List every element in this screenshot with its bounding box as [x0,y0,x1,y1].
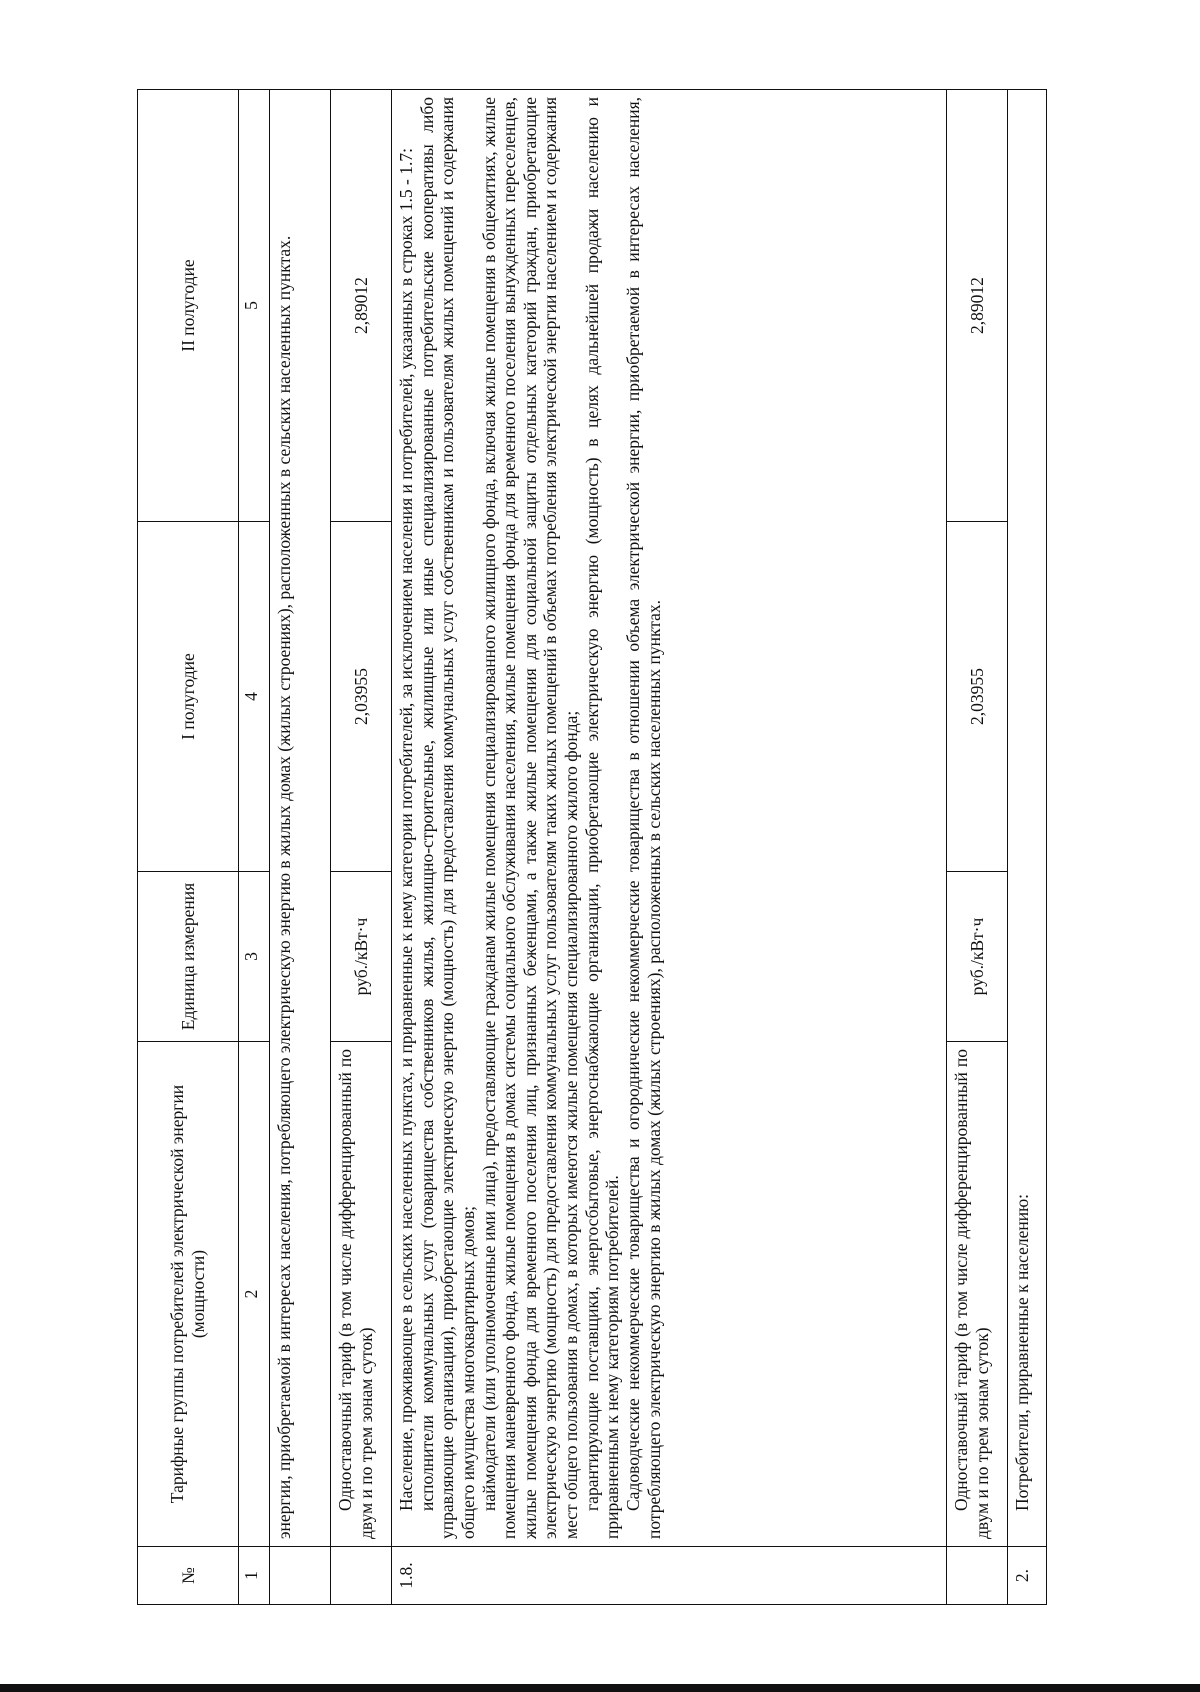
column-index-2: 2 [239,1042,270,1547]
table-row-tariff-b [947,90,1008,1605]
table-row-1-8 [392,90,947,1605]
row-number: 2. [1008,1547,1047,1605]
column-index-3: 3 [239,872,270,1042]
tariff-unit: руб./кВт·ч [331,872,392,1042]
row-description: Потребители, приравненные к населению: [1008,90,1047,1547]
header-number: № [138,1547,239,1605]
description-paragraph: наймодатели (или уполномоченные ими лица), предоставляющие гражданам жилые помещения специализированного жилищного фонда, включая жилые помещения в общежитиях, жилые помещения маневренного фонда, жилые помещения в домах системы социального обслуживания населения, жилые помещения фонда для временного поселения вынужденных переселенцев, жилые помещения фонда для временного поселения лиц, признанных беженцами, а также жилые помещения для социальной защиты отдельных категорий граждан, приобретающие электрическую энергию (мощность) для предоставления коммунальных услуг пользователям таких жилых помещений в объемах потребления электрической энергии населением и содержания мест общего пользования в домах, в которых имеются жилые помещения специализированного жилого фонда; [478,97,582,1539]
column-index-1: 1 [239,1547,270,1605]
column-index-row [239,90,270,1605]
row-number-empty [270,1547,331,1605]
table-header-row [138,90,239,1605]
column-index-4: 4 [239,522,270,872]
header-half2: II полугодие [138,90,239,522]
row-description [392,90,947,1547]
tariff-label: Одноставочный тариф (в том числе дифференцированный по двум и по трем зонам суток) [947,1042,1008,1547]
table-row-continuation [270,90,331,1605]
row-number-empty [947,1547,1008,1605]
row-number-empty [331,1547,392,1605]
tariff-half1-value: 2,03955 [947,522,1008,872]
tariff-table [137,89,1047,1605]
description-paragraph: Садоводческие некоммерческие товарищества и огороднические некоммерческие товарищества в отношении объема электрической энергии, приобретаемой в интересах населения, потребляющего электрическую энергию в жилых домах (жилых строениях), расположенных в сельских населенных пунктах. [623,97,664,1539]
tariff-half1-value: 2,03955 [331,522,392,872]
table-row-2 [1008,90,1047,1605]
tariff-label: Одноставочный тариф (в том числе дифференцированный по двум и по трем зонам суток) [331,1042,392,1547]
header-group: Тарифные группы потребителей электрической энергии (мощности) [138,1042,239,1547]
tariff-half2-value: 2,89012 [947,90,1008,522]
rotated-table-container [137,90,1047,1605]
tariff-unit: руб./кВт·ч [947,872,1008,1042]
table-row-tariff-a [331,90,392,1605]
header-half1: I полугодие [138,522,239,872]
column-index-5: 5 [239,90,270,522]
scan-bottom-edge [0,1684,1200,1692]
header-unit: Единица измерения [138,872,239,1042]
description-paragraph: гарантирующие поставщики, энергосбытовые, энергоснабжающие организации, приобретающие электрическую энергию (мощность) в целях дальнейшей продажи населению и приравненным к нему категориям потребителей. [581,97,623,1539]
description-paragraph: исполнители коммунальных услуг (товарищества собственников жилья, жилищно-строительные, жилищные или иные специализированные потребительские кооперативы либо управляющие организации), приобретающие электрическую энергию (мощность) для предоставления коммунальных услуг собственникам и пользователям жилых помещений и содержания общего имущества многоквартирных домов; [416,97,478,1539]
tariff-half2-value: 2,89012 [331,90,392,522]
continuation-text: энергии, приобретаемой в интересах населения, потребляющего электрическую энергию в жилых домах (жилых строениях), расположенных в сельских населенных пунктах. [270,90,331,1547]
description-paragraph: Население, проживающее в сельских населенных пунктах, и приравненные к нему категории потребителей, за исключением населения и потребителей, указанных в строках 1.5 - 1.7: [396,148,416,1511]
row-number: 1.8. [392,1547,947,1605]
